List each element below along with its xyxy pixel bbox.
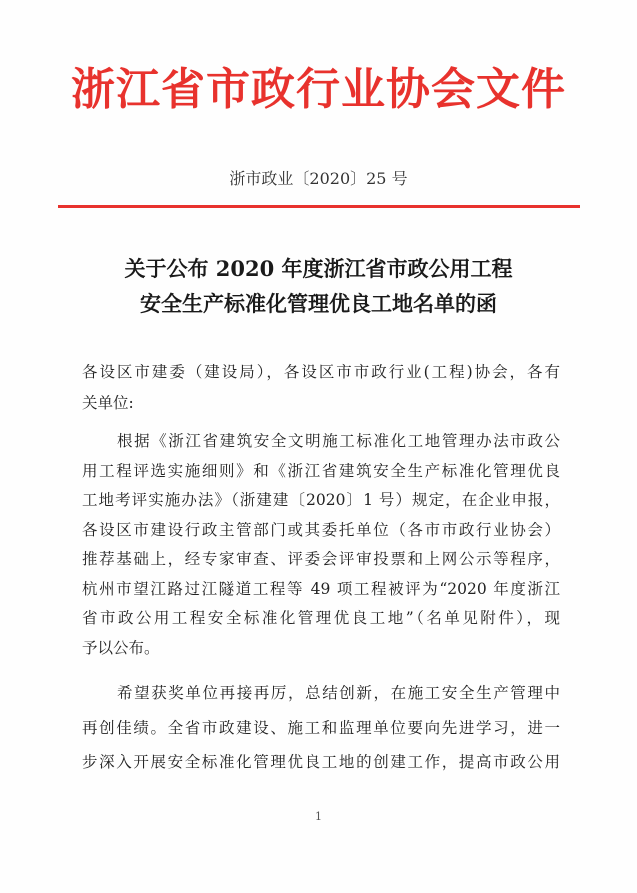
salutation-line-1: 各设区市建委（建设局），各设区市市政行业(工程)协会，各有 [82, 363, 560, 381]
paragraph-1-line: 根据《浙江省建筑安全文明施工标准化工地管理办法市政公 [117, 432, 560, 450]
paragraph-1-line: 各设区市建设行政主管部门或其委托单位（各市市政行业协会） [82, 520, 560, 539]
paragraph-2-line: 希望获奖单位再接再厉，总结创新，在施工安全生产管理中 [117, 684, 560, 702]
document-title-line-1: 关于公布 2020 年度浙江省市政公用工程 [124, 256, 513, 281]
paragraph-1-line: 工地考评实施办法》（浙建建〔2020〕1 号）规定，在企业申报， [82, 491, 560, 509]
salutation-line-2: 关单位: [82, 394, 134, 412]
paragraph-2-line: 再创佳绩。全省市政建设、施工和监理单位要向先进学习，进一 [82, 718, 560, 737]
document-title-line-2: 安全生产标准化管理优良工地名单的函 [140, 291, 497, 316]
page-number: 1 [315, 810, 322, 823]
paragraph-1-line: 杭州市望江路过江隧道工程等 49 项工程被评为“2020 年度浙江 [82, 579, 560, 598]
paragraph-2-line: 步深入开展安全标准化管理优良工地的创建工作，提高市政公用 [82, 753, 560, 771]
paragraph-1-line: 用工程评选实施细则》和《浙江省建筑安全生产标准化管理优良 [82, 461, 560, 480]
letterhead-divider [58, 205, 580, 208]
org-letterhead-title: 浙江省市政行业协会文件 [71, 64, 566, 115]
paragraph-1-line: 推荐基础上，经专家审查、评委会评审投票和上网公示等程序， [82, 550, 560, 568]
document-number: 浙市政业〔2020〕25 号 [229, 169, 408, 188]
paragraph-1-line: 省市政公用工程安全标准化管理优良工地”（名单见附件），现 [82, 609, 560, 627]
paragraph-1-line: 予以公布。 [82, 638, 160, 657]
